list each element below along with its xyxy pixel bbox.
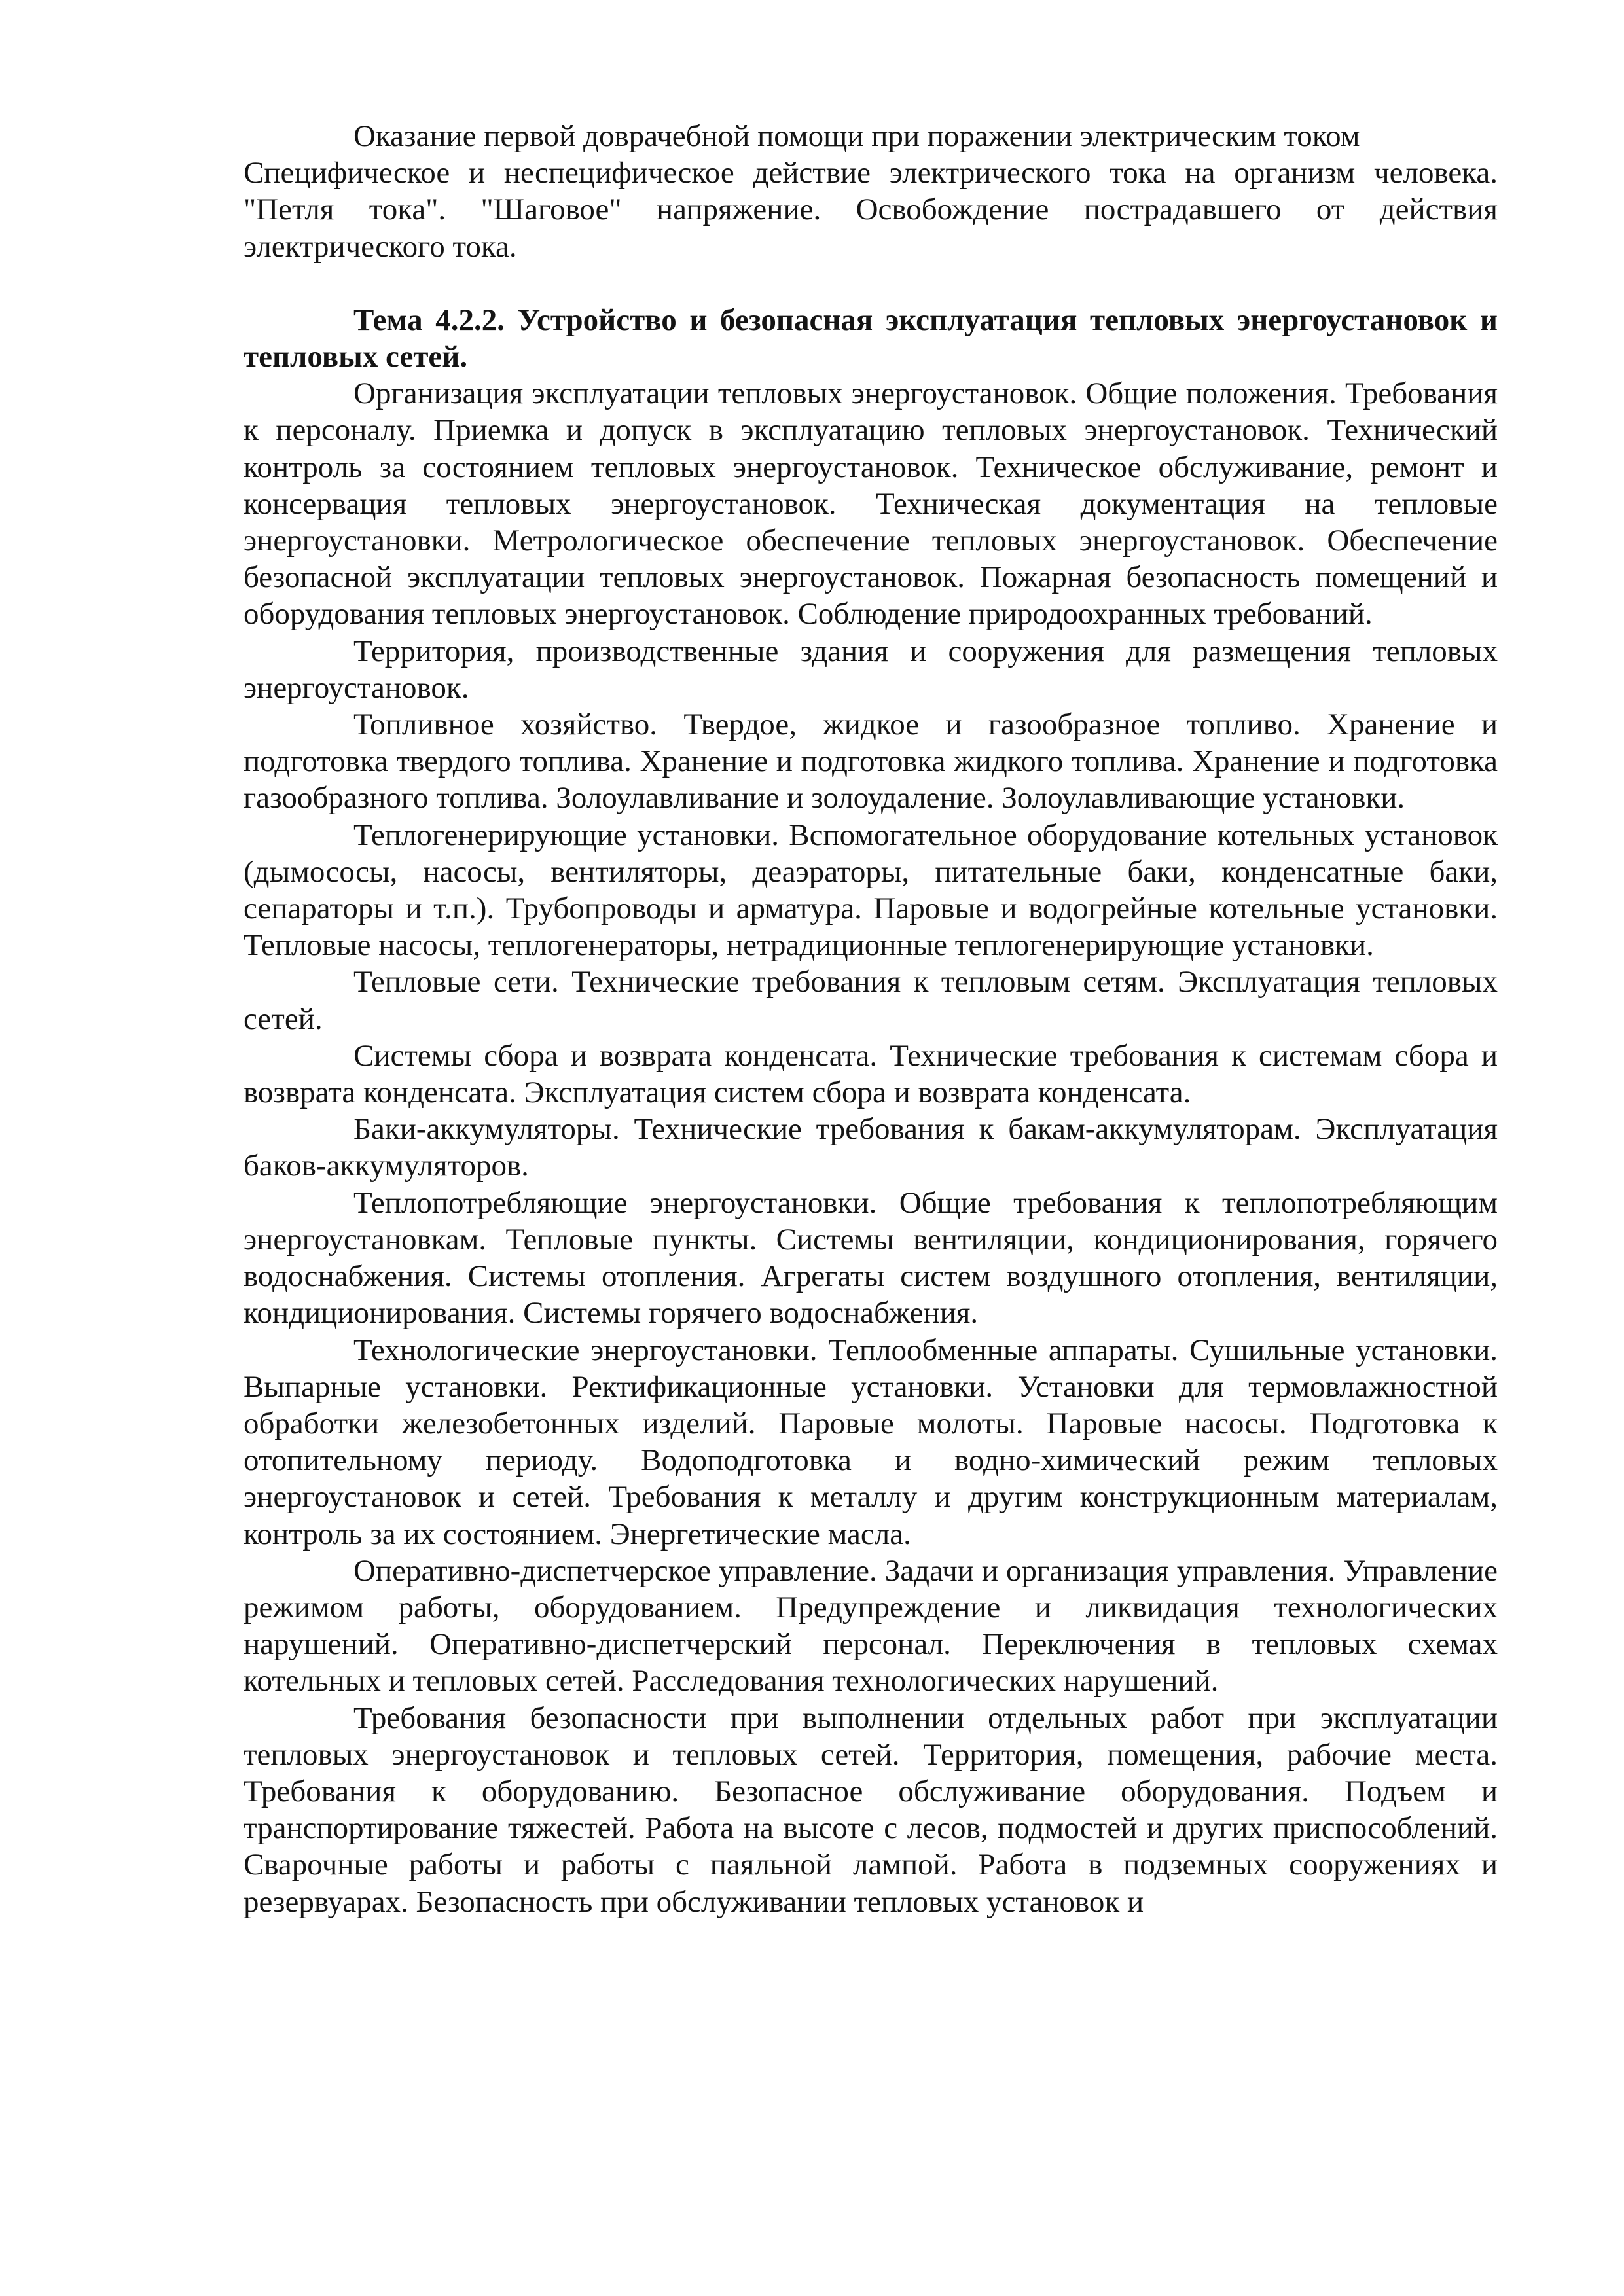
paragraph-heat-generating: Теплогенерирующие установки. Вспомогательное оборудование котельных установок (дымососы, насосы, вентиляторы, деаэраторы, питательные баки, конденсатные баки, сепараторы и т.п.). Трубопроводы и арматура. Паровые и водогрейные котельные установки. Тепловые насосы, теплогенераторы, нетрадиционные теплогенерирующие установки.	[244, 817, 1498, 963]
document-page	[244, 118, 1498, 1920]
paragraph-condensate: Системы сбора и возврата конденсата. Технические требования к системам сбора и возврата конденсата. Эксплуатация систем сбора и возврата конденсата.	[244, 1038, 1498, 1110]
paragraph-accumulators: Баки-аккумуляторы. Технические требования к бакам-аккумуляторам. Эксплуатация баков-аккумуляторов.	[244, 1112, 1498, 1183]
intro-body: Специфическое и неспецифическое действие электрического тока на организм человека. "Петля тока". "Шаговое" напряжение. Освобождение пострадавшего от действия электрического тока.	[244, 156, 1498, 264]
topic-heading: Тема 4.2.2. Устройство и безопасная эксплуатация тепловых энергоустановок и тепловых сетей.	[244, 302, 1498, 374]
paragraph-safety: Требования безопасности при выполнении отдельных работ при эксплуатации тепловых энергоустановок и тепловых сетей. Территория, помещения, рабочие места. Требования к оборудованию. Безопасное обслуживание оборудования. Подъем и транспортирование тяжестей. Работа на высоте с лесов, подмостей и других приспособлений. Сварочные работы и работы с паяльной лампой. Работа в подземных сооружениях и резервуарах. Безопасность при обслуживании тепловых установок и	[244, 1700, 1498, 1919]
paragraph-territory: Территория, производственные здания и сооружения для размещения тепловых энергоустановок.	[244, 634, 1498, 705]
paragraph-heat-networks: Тепловые сети. Технические требования к тепловым сетям. Эксплуатация тепловых сетей.	[244, 965, 1498, 1036]
paragraph-heat-consuming: Теплопотребляющие энергоустановки. Общие требования к теплопотребляющим энергоустановкам. Тепловые пункты. Системы вентиляции, кондиционирования, горячего водоснабжения. Системы отопления. Агрегаты систем воздушного отопления, вентиляции, кондиционирования. Системы горячего водоснабжения.	[244, 1185, 1498, 1331]
paragraph-fuel: Топливное хозяйство. Твердое, жидкое и газообразное топливо. Хранение и подготовка твердого топлива. Хранение и подготовка жидкого топлива. Хранение и подготовка газообразного топлива. Золоулавливание и золоудаление. Золоулавливающие установки.	[244, 708, 1498, 816]
intro-title-line: Оказание первой доврачебной помощи при поражении электрическим током	[353, 119, 1360, 153]
paragraph-dispatch: Оперативно-диспетчерское управление. Задачи и организация управления. Управление режимом работы, оборудованием. Предупреждение и ликвидация технологических нарушений. Оперативно-диспетчерский персонал. Переключения в тепловых схемах котельных и тепловых сетей. Расследования технологических нарушений.	[244, 1553, 1498, 1698]
paragraph-technological: Технологические энергоустановки. Теплообменные аппараты. Сушильные установки. Выпарные установки. Ректификационные установки. Установки для термовлажностной обработки железобетонных изделий. Паровые молоты. Паровые насосы. Подготовка к отопительному периоду. Водоподготовка и водно-химический режим тепловых энергоустановок и сетей. Требования к металлу и другим конструкционным материалам, контроль за их состоянием. Энергетические масла.	[244, 1333, 1498, 1551]
paragraph-organization: Организация эксплуатации тепловых энергоустановок. Общие положения. Требования к персоналу. Приемка и допуск в эксплуатацию тепловых энергоустановок. Технический контроль за состоянием тепловых энергоустановок. Техническое обслуживание, ремонт и консервация тепловых энергоустановок. Техническая документация на тепловые энергоустановки. Метрологическое обеспечение тепловых энергоустановок. Обеспечение безопасной эксплуатации тепловых энергоустановок. Пожарная безопасность помещений и оборудования тепловых энергоустановок. Соблюдение природоохранных требований.	[244, 376, 1498, 632]
